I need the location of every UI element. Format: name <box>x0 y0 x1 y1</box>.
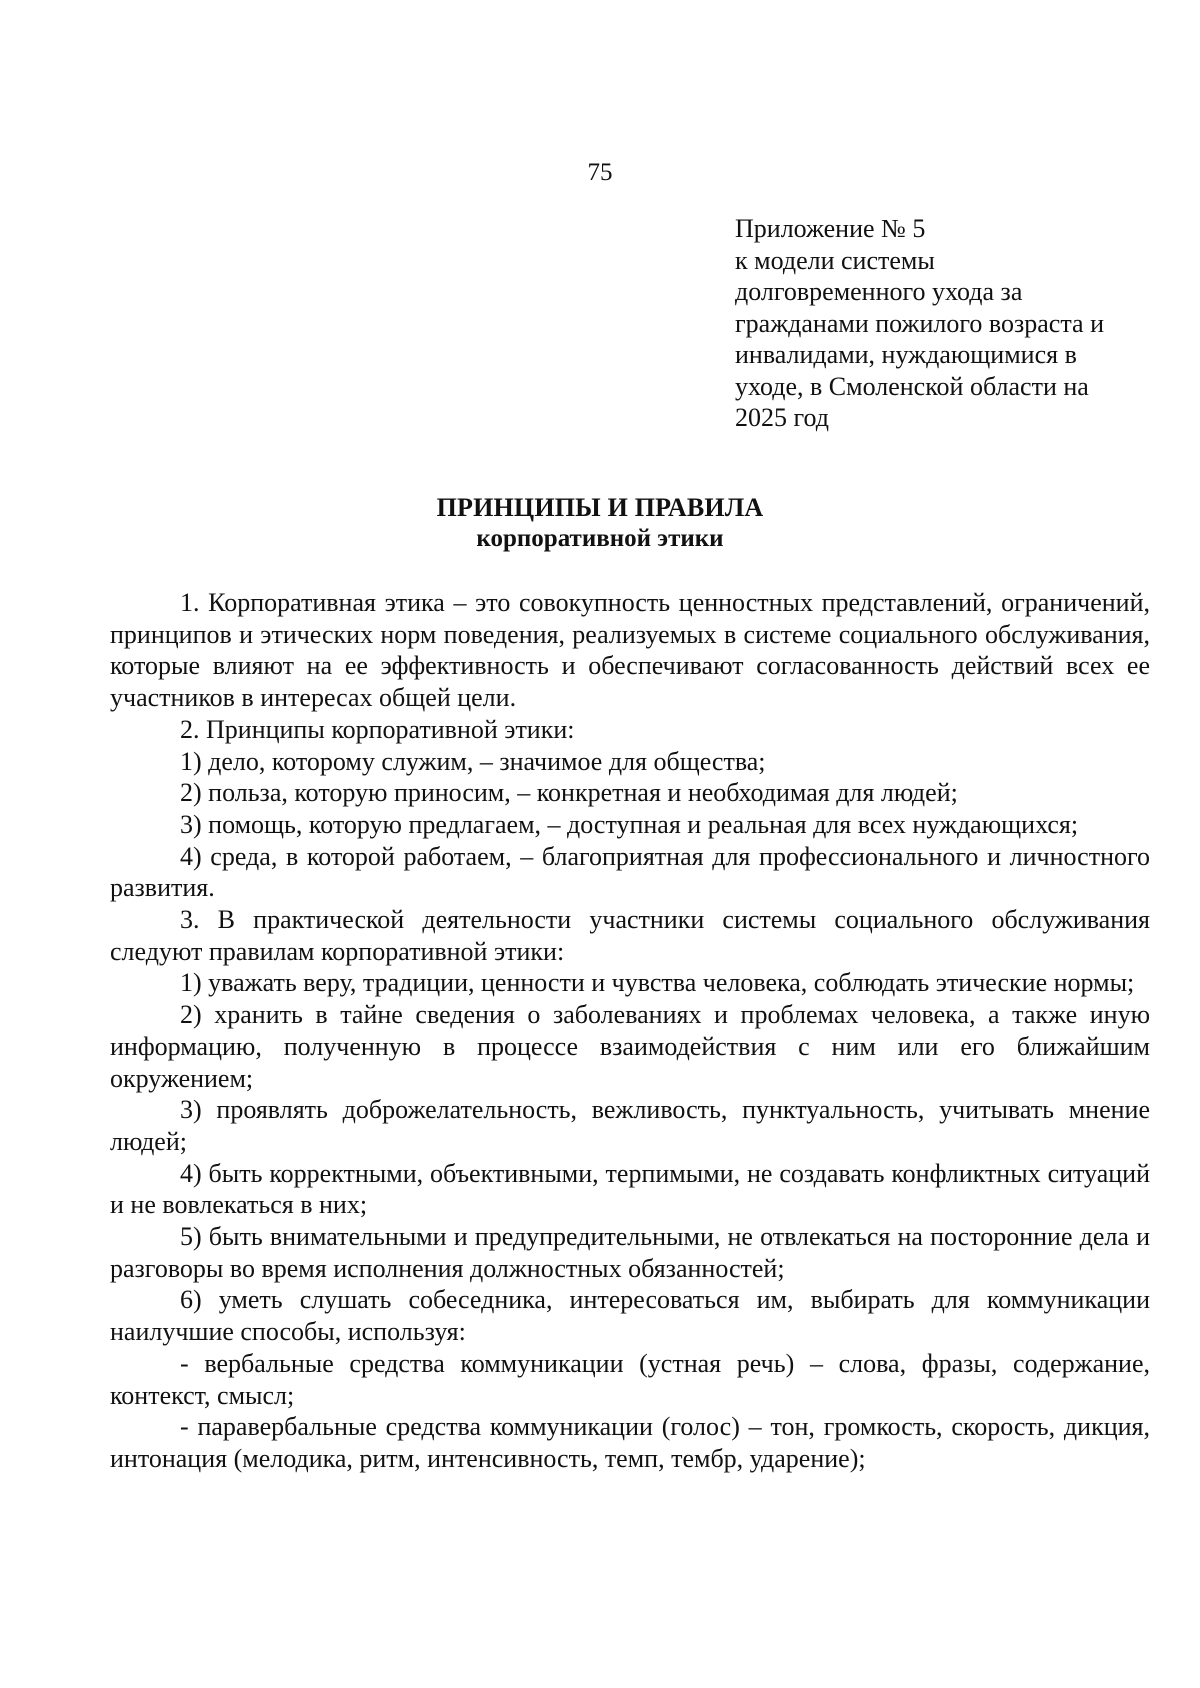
appendix-header <box>735 213 1155 434</box>
document-body <box>110 587 1150 1475</box>
paragraph: 3) помощь, которую предлагаем, – доступная и реальная для всех нуждающихся; <box>180 809 1079 839</box>
paragraph: - паравербальные средства коммуникации (голос) – тон, громкость, скорость, дикция, интонация (мелодика, ритм, интенсивность, темп, тембр, ударение); <box>110 1412 1150 1473</box>
paragraph: 3) проявлять доброжелательность, вежливость, пунктуальность, учитывать мнение людей; <box>110 1095 1150 1156</box>
appendix-line: уходе, в Смоленской области на <box>735 371 1089 401</box>
document-title <box>0 492 1200 554</box>
paragraph: 2) хранить в тайне сведения о заболеваниях и проблемах человека, а также иную информацию, полученную в процессе взаимодействия с ним или его ближайшим окружением; <box>110 1000 1150 1093</box>
paragraph: 1. Корпоративная этика – это совокупность ценностных представлений, ограничений, принципов и этических норм поведения, реализуемых в системе социального обслуживания, которые влияют на ее эффективность и обеспечивают согласованность действий всех ее участников в интересах общей цели. <box>110 588 1150 713</box>
paragraph: 2. Принципы корпоративной этики: <box>180 714 575 744</box>
paragraph: 1) уважать веру, традиции, ценности и чувства человека, соблюдать этические нормы; <box>180 968 1135 998</box>
paragraph: 4) быть корректными, объективными, терпимыми, не создавать конфликтных ситуаций и не вовлекаться в них; <box>110 1158 1150 1220</box>
paragraph: 3. В практической деятельности участники системы социального обслуживания следуют правилам корпоративной этики: <box>110 905 1150 966</box>
page-number: 75 <box>587 159 613 186</box>
appendix-line: 2025 год <box>735 403 829 432</box>
paragraph: - вербальные средства коммуникации (устная речь) – слова, фразы, содержание, контекст, смысл; <box>110 1348 1150 1410</box>
paragraph: 5) быть внимательными и предупредительными, не отвлекаться на посторонние дела и разговоры во время исполнения должностных обязанностей; <box>110 1222 1150 1283</box>
title-main: ПРИНЦИПЫ И ПРАВИЛА <box>436 493 764 522</box>
paragraph: 6) уметь слушать собеседника, интересоваться им, выбирать для коммуникации наилучшие способы, используя: <box>110 1285 1150 1347</box>
title-subtitle: корпоративной этики <box>476 525 724 552</box>
appendix-line: инвалидами, нуждающимися в <box>735 340 1077 369</box>
appendix-line: гражданами пожилого возраста и <box>735 308 1104 338</box>
paragraph: 1) дело, которому служим, – значимое для общества; <box>180 746 766 776</box>
appendix-line: долговременного ухода за <box>735 277 1023 306</box>
appendix-line: Приложение № 5 <box>735 214 926 243</box>
appendix-line: к модели системы <box>735 245 935 275</box>
paragraph: 2) польза, которую приносим, – конкретная и необходимая для людей; <box>180 778 958 808</box>
paragraph: 4) среда, в которой работаем, – благоприятная для профессионального и личностного развития. <box>110 841 1150 903</box>
